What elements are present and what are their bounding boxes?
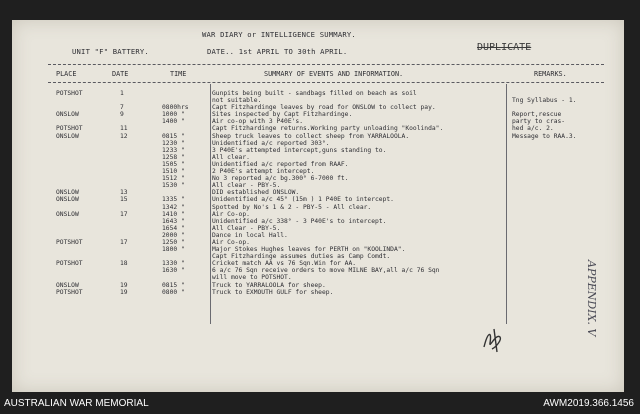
entry-time: 0815 " xyxy=(162,132,185,140)
diary-entry-row xyxy=(48,289,614,296)
entry-date: 19 xyxy=(120,281,128,289)
diary-entry-row xyxy=(48,90,614,97)
entry-date: 1 xyxy=(120,90,124,97)
entry-summary: Truck to YARRALOOLA for sheep. xyxy=(212,281,326,289)
entry-summary: Sheep truck leaves to collect sheep from YARRALOOLA. xyxy=(212,132,410,140)
entry-time: 1400 " xyxy=(162,118,185,126)
entry-summary: 3 P40E's attempted intercept,guns standing to. xyxy=(212,146,387,154)
entry-time: 1000 " xyxy=(162,111,185,119)
entry-place: ONSLOW xyxy=(56,210,79,218)
entry-time: 1233 " xyxy=(162,146,185,154)
entry-place: POTSHOT xyxy=(56,288,83,296)
diary-entry-row xyxy=(48,204,614,211)
diary-entry-row xyxy=(48,175,614,182)
diary-entry-row xyxy=(48,239,614,246)
diary-entry-row xyxy=(48,267,614,274)
diary-entry-row xyxy=(48,225,614,232)
catalog-number: AWM2019.366.1456 xyxy=(543,398,634,409)
entry-summary: Air Co-op. xyxy=(212,238,250,246)
entry-summary: Cricket match AA vs 76 Sqn.Win for AA. xyxy=(212,260,357,268)
diary-entry-row xyxy=(48,147,614,154)
entry-time: 1230 " xyxy=(162,139,185,147)
entry-summary: DID established ONSLOW. xyxy=(212,189,300,197)
entry-place: POTSHOT xyxy=(56,260,83,268)
entry-time: 1250 " xyxy=(162,238,185,246)
diary-entry-row xyxy=(48,182,614,189)
entry-remarks: hed a/c. 2. xyxy=(512,125,554,133)
entry-place: POTSHOT xyxy=(56,90,83,97)
entry-summary: not suitable. xyxy=(212,97,262,105)
entry-place: ONSLOW xyxy=(56,111,79,119)
page-title: WAR DIARY or INTELLIGENCE SUMMARY. xyxy=(202,30,356,39)
entry-summary: Major Stokes Hughes leaves for PERTH on "KOOLINDA". xyxy=(212,246,406,254)
entry-summary: Capt Fitzhardinge returns.Working party unloading "Koolinda". xyxy=(212,125,444,133)
diary-entry-row xyxy=(48,253,614,260)
entry-place: ONSLOW xyxy=(56,132,79,140)
archive-credit: AUSTRALIAN WAR MEMORIAL xyxy=(4,398,149,409)
entry-time: 1512 " xyxy=(162,175,185,183)
entry-date: 13 xyxy=(120,189,128,197)
entry-date: 11 xyxy=(120,125,128,133)
diary-entry-row xyxy=(48,274,614,281)
header-rule-top xyxy=(48,64,604,65)
entry-summary: Capt Fitzhardinge assumes duties as Camp Comdt. xyxy=(212,253,391,261)
entry-time: 1510 " xyxy=(162,168,185,176)
diary-entry-row xyxy=(48,211,614,218)
diary-entry-row xyxy=(48,133,614,140)
diary-entry-row xyxy=(48,118,614,125)
entry-place: ONSLOW xyxy=(56,281,79,289)
entry-time: 1505 " xyxy=(162,160,185,168)
duplicate-stamp: DUPLICATE xyxy=(477,42,532,53)
col-date: DATE xyxy=(112,70,129,78)
entry-time: 1258 " xyxy=(162,153,185,161)
diary-entry-row xyxy=(48,196,614,203)
diary-page xyxy=(12,20,624,392)
entry-summary: Unidentified a/c 338° - 3 P40E's to intercept. xyxy=(212,217,387,225)
diary-entry-row xyxy=(48,104,614,111)
entry-place: ONSLOW xyxy=(56,189,79,197)
entry-time: 1410 " xyxy=(162,210,185,218)
entry-time: 0800hrs xyxy=(162,104,189,112)
entry-summary: Air Co-op. xyxy=(212,210,250,218)
col-remarks: REMARKS. xyxy=(534,70,567,78)
diary-entry-row xyxy=(48,260,614,267)
entry-summary: Spotted by No's 1 & 2 - PBY-5 - All clear. xyxy=(212,203,372,211)
entry-date: 17 xyxy=(120,210,128,218)
entry-summary: Unidentified a/c reported from RAAF. xyxy=(212,160,349,168)
diary-entry-row xyxy=(48,218,614,225)
entry-place: POTSHOT xyxy=(56,125,83,133)
entry-date: 7 xyxy=(120,104,124,112)
entry-date: 9 xyxy=(120,111,124,119)
entry-summary: Gunpits being built - sandbags filled on beach as soil xyxy=(212,90,417,97)
entry-summary: 2 P40E's attempt intercept. xyxy=(212,168,315,176)
entry-summary: Unidentified a/c reported 303°. xyxy=(212,139,330,147)
diary-entry-row xyxy=(48,246,614,253)
entry-time: 1530 " xyxy=(162,182,185,190)
entry-summary: will move to POTSHOT. xyxy=(212,274,292,282)
entry-date: 18 xyxy=(120,260,128,268)
entry-time: 1630 " xyxy=(162,267,185,275)
entry-time: 1335 " xyxy=(162,196,185,204)
diary-entry-row xyxy=(48,232,614,239)
entry-summary: No 3 reported a/c bg.300° 6-7000 ft. xyxy=(212,175,349,183)
col-time: TIME xyxy=(170,70,187,78)
entry-summary: Dance in local Hall. xyxy=(212,231,288,239)
signature-mark xyxy=(478,325,508,355)
entry-summary: Truck to EXMOUTH GULF for sheep. xyxy=(212,288,334,296)
entry-summary: All clear - PBY-5. xyxy=(212,182,281,190)
diary-entry-row xyxy=(48,111,614,118)
entry-summary: Unidentified a/c 45° (15m ) 1 P40E to intercept. xyxy=(212,196,394,204)
entry-summary: Air co-op with 3 P40E's. xyxy=(212,118,303,126)
entry-time: 1643 " xyxy=(162,217,185,225)
entry-remarks: Report,rescue xyxy=(512,111,562,119)
header-rule-bottom xyxy=(48,82,604,83)
entry-summary: 6 a/c 76 Sqn receive orders to move MILNE BAY,all a/c 76 Sqn xyxy=(212,267,440,275)
diary-entry-row xyxy=(48,161,614,168)
col-place: PLACE xyxy=(56,70,77,78)
entry-place: ONSLOW xyxy=(56,196,79,204)
entry-summary: All Clear - PBY-5. xyxy=(212,224,281,232)
entry-summary: Capt Fitzhardinge leaves by road for ONSLOW to collect pay. xyxy=(212,104,436,112)
diary-entries xyxy=(48,90,614,296)
entry-summary: All clear. xyxy=(212,153,250,161)
entry-summary: Sites inspected by Capt Fitzhardinge. xyxy=(212,111,353,119)
entry-date: 17 xyxy=(120,238,128,246)
entry-time: 1330 " xyxy=(162,260,185,268)
entry-remarks: Tng Syllabus - 1. xyxy=(512,97,577,105)
entry-time: 1342 " xyxy=(162,203,185,211)
entry-time: 2000 " xyxy=(162,231,185,239)
appendix-note: APPENDIX. V xyxy=(585,260,598,337)
entry-date: 12 xyxy=(120,132,128,140)
diary-entry-row xyxy=(48,154,614,161)
entry-place: POTSHOT xyxy=(56,238,83,246)
diary-entry-row xyxy=(48,282,614,289)
entry-time: 0815 " xyxy=(162,281,185,289)
entry-time: 1654 " xyxy=(162,224,185,232)
diary-entry-row xyxy=(48,97,614,104)
col-summary: SUMMARY OF EVENTS AND INFORMATION. xyxy=(264,70,404,78)
date-range: DATE.. 1st APRIL TO 30th APRIL. xyxy=(207,47,348,56)
entry-date: 19 xyxy=(120,288,128,296)
entry-remarks: Message to RAA.3. xyxy=(512,132,577,140)
diary-entry-row xyxy=(48,140,614,147)
entry-remarks: party to cras- xyxy=(512,118,566,126)
unit-label: UNIT "F" BATTERY. xyxy=(72,47,149,56)
diary-entry-row xyxy=(48,125,614,132)
entry-date: 15 xyxy=(120,196,128,204)
entry-time: 0800 " xyxy=(162,288,185,296)
entry-time: 1800 " xyxy=(162,246,185,254)
